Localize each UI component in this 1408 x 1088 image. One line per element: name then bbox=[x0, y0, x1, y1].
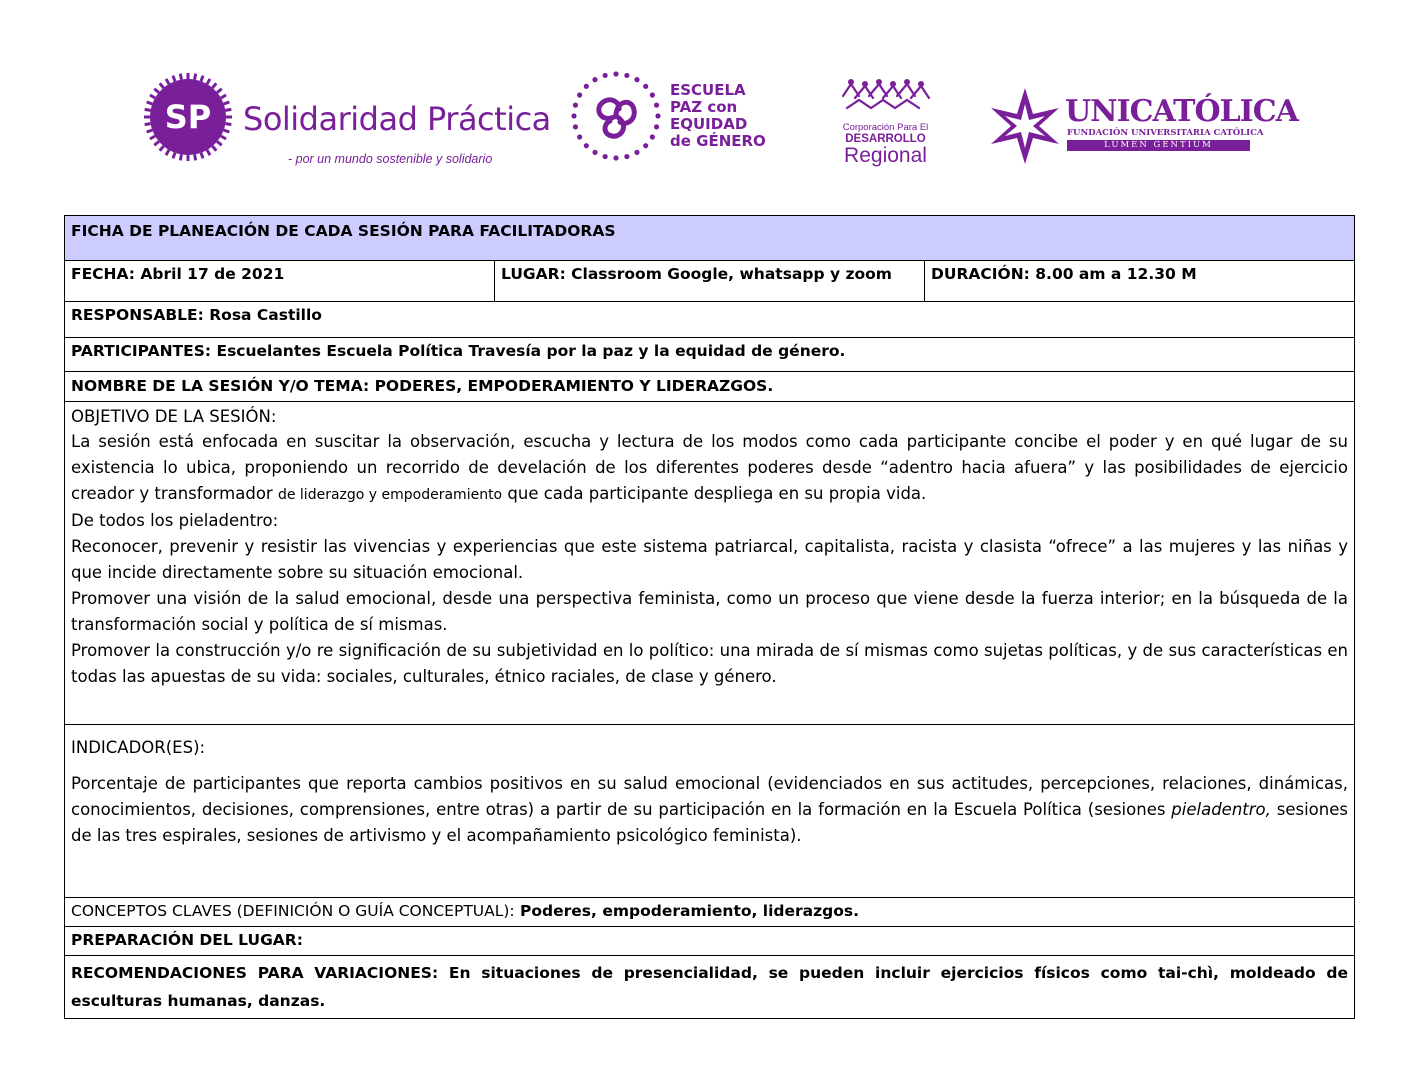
escuela-line-1: ESCUELA bbox=[670, 81, 746, 99]
unicatolica-logo bbox=[987, 88, 1298, 168]
sp-seal-ray bbox=[173, 76, 175, 82]
sp-seal-ray bbox=[221, 95, 226, 98]
sp-seal-ray bbox=[166, 150, 169, 155]
triskelion-dot bbox=[577, 92, 582, 97]
triskelion-dot bbox=[603, 73, 608, 78]
fecha-text: FECHA: Abril 17 de 2021 bbox=[71, 265, 285, 283]
recomendaciones-text bbox=[71, 959, 1348, 1015]
sp-seal-ray bbox=[147, 102, 153, 104]
sp-seal-ray bbox=[212, 146, 216, 151]
triskelion-dot bbox=[624, 73, 629, 78]
fecha-cell bbox=[65, 261, 495, 301]
triskelion-dot bbox=[634, 77, 639, 82]
triskelion-dot bbox=[650, 134, 655, 139]
triskelion-dot bbox=[613, 155, 618, 160]
sp-seal-ray bbox=[217, 89, 222, 93]
sp-seal-ray bbox=[221, 136, 226, 139]
corp-line-2: DESARROLLO bbox=[845, 133, 926, 145]
sp-seal-ray bbox=[147, 130, 153, 132]
escuela-wordmark bbox=[670, 82, 766, 150]
date-place-duration-row bbox=[65, 261, 1354, 302]
escuela-line-3: EQUIDAD bbox=[670, 115, 748, 133]
lugar-cell bbox=[495, 261, 925, 301]
sp-seal-ray bbox=[166, 79, 169, 84]
conceptos-value: Poderes, empoderamiento, liderazgos. bbox=[514, 902, 860, 920]
triskelion-dot bbox=[573, 124, 578, 129]
duracion-cell bbox=[925, 261, 1354, 301]
sp-seal-ray bbox=[195, 154, 196, 160]
objetivo-p1-b: que cada participante despliega en su propia vida. bbox=[502, 484, 927, 503]
recomendaciones-label: RECOMENDACIONES PARA VARIACIONES: bbox=[71, 964, 439, 982]
escuela-line-2: PAZ con bbox=[670, 98, 738, 116]
planning-sheet-table bbox=[64, 215, 1355, 1019]
sp-seal-ray bbox=[154, 141, 159, 145]
sp-seal-ray bbox=[225, 109, 231, 110]
escuela-paz-logo bbox=[570, 70, 780, 165]
sp-tagline: - por un mundo sostenible y solidario bbox=[288, 152, 493, 166]
indicador-text-a: Porcentaje de participantes que reporta cambios positivos en su salud emocional (evidenciados en sus actitudes, percepciones, relaciones, dinámicas, conocimientos, decisiones, comprensiones, entre otras) a partir de su participación en la formación en la Escuela Política (sesiones bbox=[71, 774, 1348, 819]
triskelion-dot bbox=[584, 143, 589, 148]
sp-seal-ray bbox=[150, 136, 155, 139]
corp-line-3: Regional bbox=[844, 144, 927, 167]
participantes-text: PARTICIPANTES: Escuelantes Escuela Política Travesía por la paz y la equidad de género. bbox=[71, 342, 846, 360]
triskelion-dot bbox=[613, 71, 618, 76]
sp-initials: SP bbox=[164, 98, 212, 136]
solidaridad-practica-logo bbox=[143, 72, 551, 166]
corporacion-desarrollo-logo bbox=[833, 78, 938, 168]
objetivo-paragraph-3: Reconocer, prevenir y resistir las vivencias y experiencias que este sistema patriarcal, capitalista, racista y clasista “ofrece” a las mujeres y las niñas y que incide directamente sobre su situación emocional. bbox=[71, 537, 1348, 582]
objetivo-paragraph-5: Promover la construcción y/o re significación de su subjetividad en lo político: una mirada de sí mismas como sujetas políticas, y de sus características en todas las apuestas de su vida: sociales, culturales, étnico raciales, de clase y género. bbox=[71, 641, 1348, 686]
sp-seal-ray bbox=[201, 76, 203, 82]
sheet-title: FICHA DE PLANEACIÓN DE CADA SESIÓN PARA FACILITADORAS bbox=[71, 222, 616, 240]
triskelion-dot bbox=[592, 77, 597, 82]
sp-seal-ray bbox=[201, 153, 203, 159]
sp-seal-ray bbox=[160, 146, 164, 151]
sp-seal-icon bbox=[143, 72, 233, 162]
triskelion-dot bbox=[584, 84, 589, 89]
sp-seal-ray bbox=[173, 153, 175, 159]
sp-seal-ray bbox=[212, 83, 216, 88]
objetivo-p1-a: La sesión está enfocada en suscitar la observación, escucha y lectura de los modos como cada participante concibe el poder y en qué lugar de su existencia lo ubica, proponiendo un recorrido de develación de los diferentes poderes desde “adentro hacia afuera” y las posibilidades de ejercicio creador y transformador bbox=[71, 432, 1348, 503]
sp-seal-ray bbox=[180, 154, 181, 160]
sp-seal-ray bbox=[145, 109, 151, 110]
responsable-text: RESPONSABLE: Rosa Castillo bbox=[71, 306, 322, 324]
sp-seal-ray bbox=[195, 74, 196, 80]
participantes-row bbox=[65, 338, 1354, 372]
corp-line-1: Corporación Para El bbox=[842, 122, 929, 133]
indicador-text bbox=[71, 771, 1348, 849]
indicador-text-b: sesiones de las tres espirales, sesiones de artivismo y el acompañamiento psicológico feminista). bbox=[71, 800, 1348, 845]
triskelion-dot bbox=[577, 134, 582, 139]
objetivo-paragraph-1 bbox=[71, 429, 1348, 508]
recomendaciones-value: En situaciones de presencialidad, se pueden incluir ejercicios físicos como tai-chì, moldeado de esculturas humanas, danzas. bbox=[71, 964, 1349, 1010]
objetivo-row bbox=[65, 402, 1354, 725]
sp-seal-ray bbox=[224, 130, 230, 132]
sp-seal-ray bbox=[225, 124, 231, 125]
unicatolica-subtitle: FUNDACIÓN UNIVERSITARIA CATÓLICA bbox=[1067, 128, 1264, 138]
conceptos-label: CONCEPTOS CLAVES (DEFINICIÓN O GUÍA CONCEPTUAL): bbox=[71, 902, 515, 920]
sp-seal-ray bbox=[145, 124, 151, 125]
sp-seal-ray bbox=[150, 95, 155, 98]
nombre-sesion-text: NOMBRE DE LA SESIÓN Y/O TEMA: PODERES, EMPODERAMIENTO Y LIDERAZGOS. bbox=[71, 377, 774, 395]
triskelion-dot bbox=[650, 92, 655, 97]
triskelion-dot bbox=[655, 113, 660, 118]
triskelion-dot bbox=[643, 143, 648, 148]
triskelion-dot bbox=[603, 154, 608, 159]
sp-seal-ray bbox=[217, 141, 222, 145]
triskelion-dot bbox=[643, 84, 648, 89]
logo-strip bbox=[0, 60, 1408, 170]
lugar-text: LUGAR: Classroom Google, whatsapp y zoom bbox=[501, 265, 892, 283]
sp-seal-ray bbox=[154, 89, 159, 93]
unicatolica-motto: LUMEN GENTIUM bbox=[1067, 140, 1250, 151]
sp-seal-ray bbox=[207, 150, 210, 155]
duracion-text: DURACIÓN: 8.00 am a 12.30 M bbox=[931, 265, 1197, 283]
indicador-row bbox=[65, 725, 1354, 898]
objetivo-paragraph-2: De todos los pieladentro: bbox=[71, 511, 279, 530]
people-figures-icon bbox=[839, 78, 934, 118]
objetivo-heading: OBJETIVO DE LA SESIÓN: bbox=[71, 407, 277, 426]
preparacion-row bbox=[65, 927, 1354, 956]
triskelion-dot bbox=[571, 113, 576, 118]
triskelion-dot bbox=[654, 103, 659, 108]
triskelion-dot bbox=[592, 150, 597, 155]
sp-name: Solidaridad Práctica bbox=[243, 100, 551, 138]
triskelion-dot bbox=[654, 124, 659, 129]
conceptos-row bbox=[65, 898, 1354, 927]
indicador-heading: INDICADOR(ES): bbox=[71, 738, 206, 757]
objetivo-paragraph-4: Promover una visión de la salud emocional, desde una perspectiva feminista, como un proceso que viene desde la fuerza interior; en la búsqueda de la transformación social y política de sí mismas. bbox=[71, 589, 1348, 634]
indicador-text-italic: pieladentro, bbox=[1171, 800, 1271, 819]
triskelion-dot bbox=[624, 154, 629, 159]
recomendaciones-row bbox=[65, 956, 1354, 1018]
unicatolica-name: UNICATÓLICA bbox=[1065, 94, 1298, 129]
sp-seal-ray bbox=[207, 79, 210, 84]
triskelion-dot bbox=[573, 103, 578, 108]
star-emblem-icon bbox=[987, 88, 1063, 164]
responsable-row bbox=[65, 302, 1354, 338]
escuela-line-4: de GÉNERO bbox=[670, 132, 766, 150]
sp-seal-ray bbox=[160, 83, 164, 88]
sp-seal-ray bbox=[224, 102, 230, 104]
preparacion-text: PREPARACIÓN DEL LUGAR: bbox=[71, 931, 303, 949]
sheet-title-row bbox=[65, 216, 1354, 261]
sp-seal-ray bbox=[180, 74, 181, 80]
triskelion-dot bbox=[634, 150, 639, 155]
nombre-sesion-row bbox=[65, 372, 1354, 402]
triskelion-icon bbox=[570, 70, 662, 162]
objetivo-p1-small: de liderazgo y empoderamiento bbox=[277, 487, 503, 503]
